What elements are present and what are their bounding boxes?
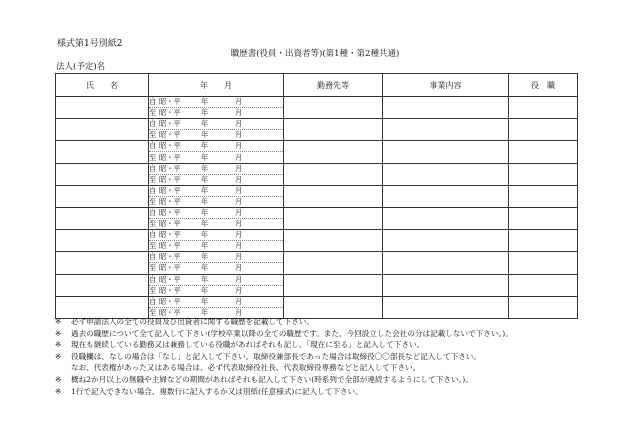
period-from-cell[interactable]	[149, 274, 284, 285]
month-label: 月	[235, 285, 243, 295]
era-label: 昭・平	[159, 108, 181, 118]
business-cell[interactable]	[383, 97, 509, 119]
period-to-label: 至	[149, 285, 157, 295]
era-label: 昭・平	[159, 130, 181, 140]
note-item	[55, 362, 615, 374]
era-label: 昭・平	[159, 196, 181, 206]
year-label: 年	[201, 307, 209, 317]
year-label: 年	[201, 174, 209, 184]
note-text: 概ね2か月以上の無職や主婦などの期間があればそれも記入して下さい(時系列で全部が連続するようにして下さい。)。	[71, 374, 473, 384]
business-cell[interactable]	[383, 119, 509, 141]
period-from-label: 自	[149, 296, 157, 306]
era-label: 昭・平	[159, 274, 181, 284]
note-text: 現在も継続している勤務又は兼務している役職があればそれも記し、「現在に至る」と記入して下さい。	[71, 340, 425, 350]
name-cell[interactable]	[56, 163, 149, 185]
business-cell[interactable]	[383, 141, 509, 163]
corporation-name-label: 法人(予定)名	[56, 62, 106, 72]
employer-cell[interactable]	[284, 163, 383, 185]
month-label: 月	[235, 108, 243, 118]
note-text: 役職欄は、なしの場合は「なし」と記入して下さい。取締役兼部長であった場合は取締役〇〇部長など記入して下さい。	[71, 351, 481, 361]
period-to-label: 至	[149, 263, 157, 273]
year-label: 年	[201, 285, 209, 295]
business-cell[interactable]	[383, 274, 509, 296]
year-label: 年	[201, 152, 209, 162]
year-label: 年	[201, 230, 209, 240]
period-to-cell[interactable]	[149, 263, 284, 274]
era-label: 昭・平	[159, 307, 181, 317]
month-label: 月	[235, 263, 243, 273]
business-cell[interactable]	[383, 207, 509, 229]
era-label: 昭・平	[159, 174, 181, 184]
employer-cell[interactable]	[284, 230, 383, 252]
period-from-cell[interactable]	[149, 185, 284, 196]
era-label: 昭・平	[159, 141, 181, 151]
table-body	[56, 97, 578, 319]
period-to-label: 至	[149, 241, 157, 251]
position-cell[interactable]	[509, 97, 578, 119]
month-label: 月	[235, 230, 243, 240]
year-label: 年	[201, 241, 209, 251]
month-label: 月	[235, 274, 243, 284]
table-row	[56, 230, 578, 241]
year-label: 年	[201, 219, 209, 229]
month-label: 月	[235, 307, 243, 317]
period-from-cell[interactable]	[149, 119, 284, 130]
position-cell[interactable]	[509, 274, 578, 296]
month-label: 月	[235, 219, 243, 229]
period-from-label: 自	[149, 207, 157, 217]
employer-cell[interactable]	[284, 185, 383, 207]
era-label: 昭・平	[159, 207, 181, 217]
period-from-cell[interactable]	[149, 230, 284, 241]
position-cell[interactable]	[509, 141, 578, 163]
period-to-label: 至	[149, 174, 157, 184]
business-cell[interactable]	[383, 252, 509, 274]
month-label: 月	[235, 152, 243, 162]
note-item	[55, 386, 615, 398]
table-row	[56, 207, 578, 218]
month-label: 月	[235, 174, 243, 184]
position-cell[interactable]	[509, 119, 578, 141]
year-label: 年	[201, 207, 209, 217]
era-label: 昭・平	[159, 252, 181, 262]
month-label: 月	[235, 296, 243, 306]
position-cell[interactable]	[509, 252, 578, 274]
month-label: 月	[235, 119, 243, 129]
period-from-label: 自	[149, 163, 157, 173]
note-mark: ※	[55, 340, 62, 350]
period-to-label: 至	[149, 152, 157, 162]
note-text: 1行で記入できない場合、複数行に記入するか又は別紙(任意様式)に記入して下さい。	[71, 386, 363, 396]
name-cell[interactable]	[56, 97, 149, 119]
employer-cell[interactable]	[284, 252, 383, 274]
month-label: 月	[235, 185, 243, 195]
year-label: 年	[201, 196, 209, 206]
year-label: 年	[201, 263, 209, 273]
year-label: 年	[201, 108, 209, 118]
year-label: 年	[201, 274, 209, 284]
note-item	[55, 328, 615, 340]
year-label: 年	[201, 185, 209, 195]
note-mark: ※	[55, 317, 62, 326]
position-cell[interactable]	[509, 185, 578, 207]
period-to-cell[interactable]	[149, 174, 284, 185]
note-mark: ※	[55, 351, 62, 361]
era-label: 昭・平	[159, 285, 181, 295]
business-cell[interactable]	[383, 230, 509, 252]
note-item	[55, 316, 615, 328]
period-to-label: 至	[149, 108, 157, 118]
business-cell[interactable]	[383, 163, 509, 185]
year-label: 年	[201, 119, 209, 129]
name-cell[interactable]	[56, 230, 149, 252]
header-position: 役 職	[509, 74, 578, 97]
period-from-cell[interactable]	[149, 163, 284, 174]
era-label: 昭・平	[159, 119, 181, 129]
month-label: 月	[235, 252, 243, 262]
period-to-label: 至	[149, 307, 157, 317]
business-cell[interactable]	[383, 185, 509, 207]
note-text: 必ず申請法人の全ての役員及び出資者に関する職歴を記載して下さい。	[71, 317, 314, 326]
period-to-cell[interactable]	[149, 241, 284, 252]
name-cell[interactable]	[56, 119, 149, 141]
month-label: 月	[235, 196, 243, 206]
table-row	[56, 252, 578, 263]
period-to-cell[interactable]	[149, 196, 284, 207]
era-label: 昭・平	[159, 241, 181, 251]
period-from-cell[interactable]	[149, 252, 284, 263]
period-from-label: 自	[149, 252, 157, 262]
table-row	[56, 119, 578, 130]
period-from-label: 自	[149, 230, 157, 240]
corporation-name-field[interactable]	[56, 60, 256, 74]
period-to-cell[interactable]	[149, 219, 284, 230]
note-mark: ※	[55, 386, 62, 396]
name-cell[interactable]	[56, 274, 149, 296]
period-from-cell[interactable]	[149, 207, 284, 218]
header-employer: 勤務先等	[284, 74, 383, 97]
employer-cell[interactable]	[284, 119, 383, 141]
note-text: なお、代表権があった又はある場合は、必ず代表取締役社長、代表取締役専務などと記入して下さい。	[71, 363, 421, 373]
note-mark: ※	[55, 328, 62, 338]
month-label: 月	[235, 163, 243, 173]
table-row	[56, 296, 578, 307]
form-id: 様式第1号別紙2	[57, 39, 123, 49]
era-label: 昭・平	[159, 97, 181, 107]
period-from-cell[interactable]	[149, 296, 284, 307]
career-history-table	[55, 73, 578, 319]
year-label: 年	[201, 141, 209, 151]
employer-cell[interactable]	[284, 207, 383, 229]
period-to-cell[interactable]	[149, 285, 284, 296]
month-label: 月	[235, 207, 243, 217]
era-label: 昭・平	[159, 152, 181, 162]
period-to-cell[interactable]	[149, 108, 284, 119]
note-item	[55, 351, 615, 363]
period-from-cell[interactable]	[149, 141, 284, 152]
era-label: 昭・平	[159, 219, 181, 229]
employer-cell[interactable]	[284, 274, 383, 296]
period-from-label: 自	[149, 141, 157, 151]
table-row	[56, 141, 578, 152]
period-from-cell[interactable]	[149, 97, 284, 108]
era-label: 昭・平	[159, 263, 181, 273]
note-mark: ※	[55, 374, 62, 384]
period-from-label: 自	[149, 119, 157, 129]
header-name: 氏 名	[56, 74, 149, 97]
period-to-cell[interactable]	[149, 152, 284, 163]
period-to-label: 至	[149, 196, 157, 206]
era-label: 昭・平	[159, 230, 181, 240]
document-title: 職歴書(役員・出資者等)(第1種・第2種共通)	[230, 49, 400, 59]
era-label: 昭・平	[159, 185, 181, 195]
year-label: 年	[201, 252, 209, 262]
note-item	[55, 339, 615, 351]
header-business: 事業内容	[383, 74, 509, 97]
table-row	[56, 163, 578, 174]
note-text: 過去の職歴について全て記入して下さい(学校卒業以降の全ての職歴です。また、今回設立した会社の分は記載しないで下さい。)。	[71, 328, 513, 338]
header-period: 年 月	[149, 74, 284, 97]
year-label: 年	[201, 97, 209, 107]
period-to-label: 至	[149, 219, 157, 229]
position-cell[interactable]	[509, 163, 578, 185]
period-from-label: 自	[149, 274, 157, 284]
header-row	[56, 74, 578, 97]
employer-cell[interactable]	[284, 97, 383, 119]
year-label: 年	[201, 296, 209, 306]
era-label: 昭・平	[159, 296, 181, 306]
name-cell[interactable]	[56, 252, 149, 274]
notes-section	[55, 316, 615, 397]
period-from-label: 自	[149, 97, 157, 107]
table-row	[56, 185, 578, 196]
name-cell[interactable]	[56, 141, 149, 163]
table-row	[56, 97, 578, 108]
position-cell[interactable]	[509, 207, 578, 229]
period-from-label: 自	[149, 185, 157, 195]
note-item	[55, 374, 615, 386]
period-to-label: 至	[149, 130, 157, 140]
month-label: 月	[235, 141, 243, 151]
month-label: 月	[235, 241, 243, 251]
table-row	[56, 274, 578, 285]
name-cell[interactable]	[56, 207, 149, 229]
month-label: 月	[235, 97, 243, 107]
year-label: 年	[201, 130, 209, 140]
name-cell[interactable]	[56, 185, 149, 207]
era-label: 昭・平	[159, 163, 181, 173]
position-cell[interactable]	[509, 230, 578, 252]
month-label: 月	[235, 130, 243, 140]
year-label: 年	[201, 163, 209, 173]
employer-cell[interactable]	[284, 141, 383, 163]
period-to-cell[interactable]	[149, 130, 284, 141]
